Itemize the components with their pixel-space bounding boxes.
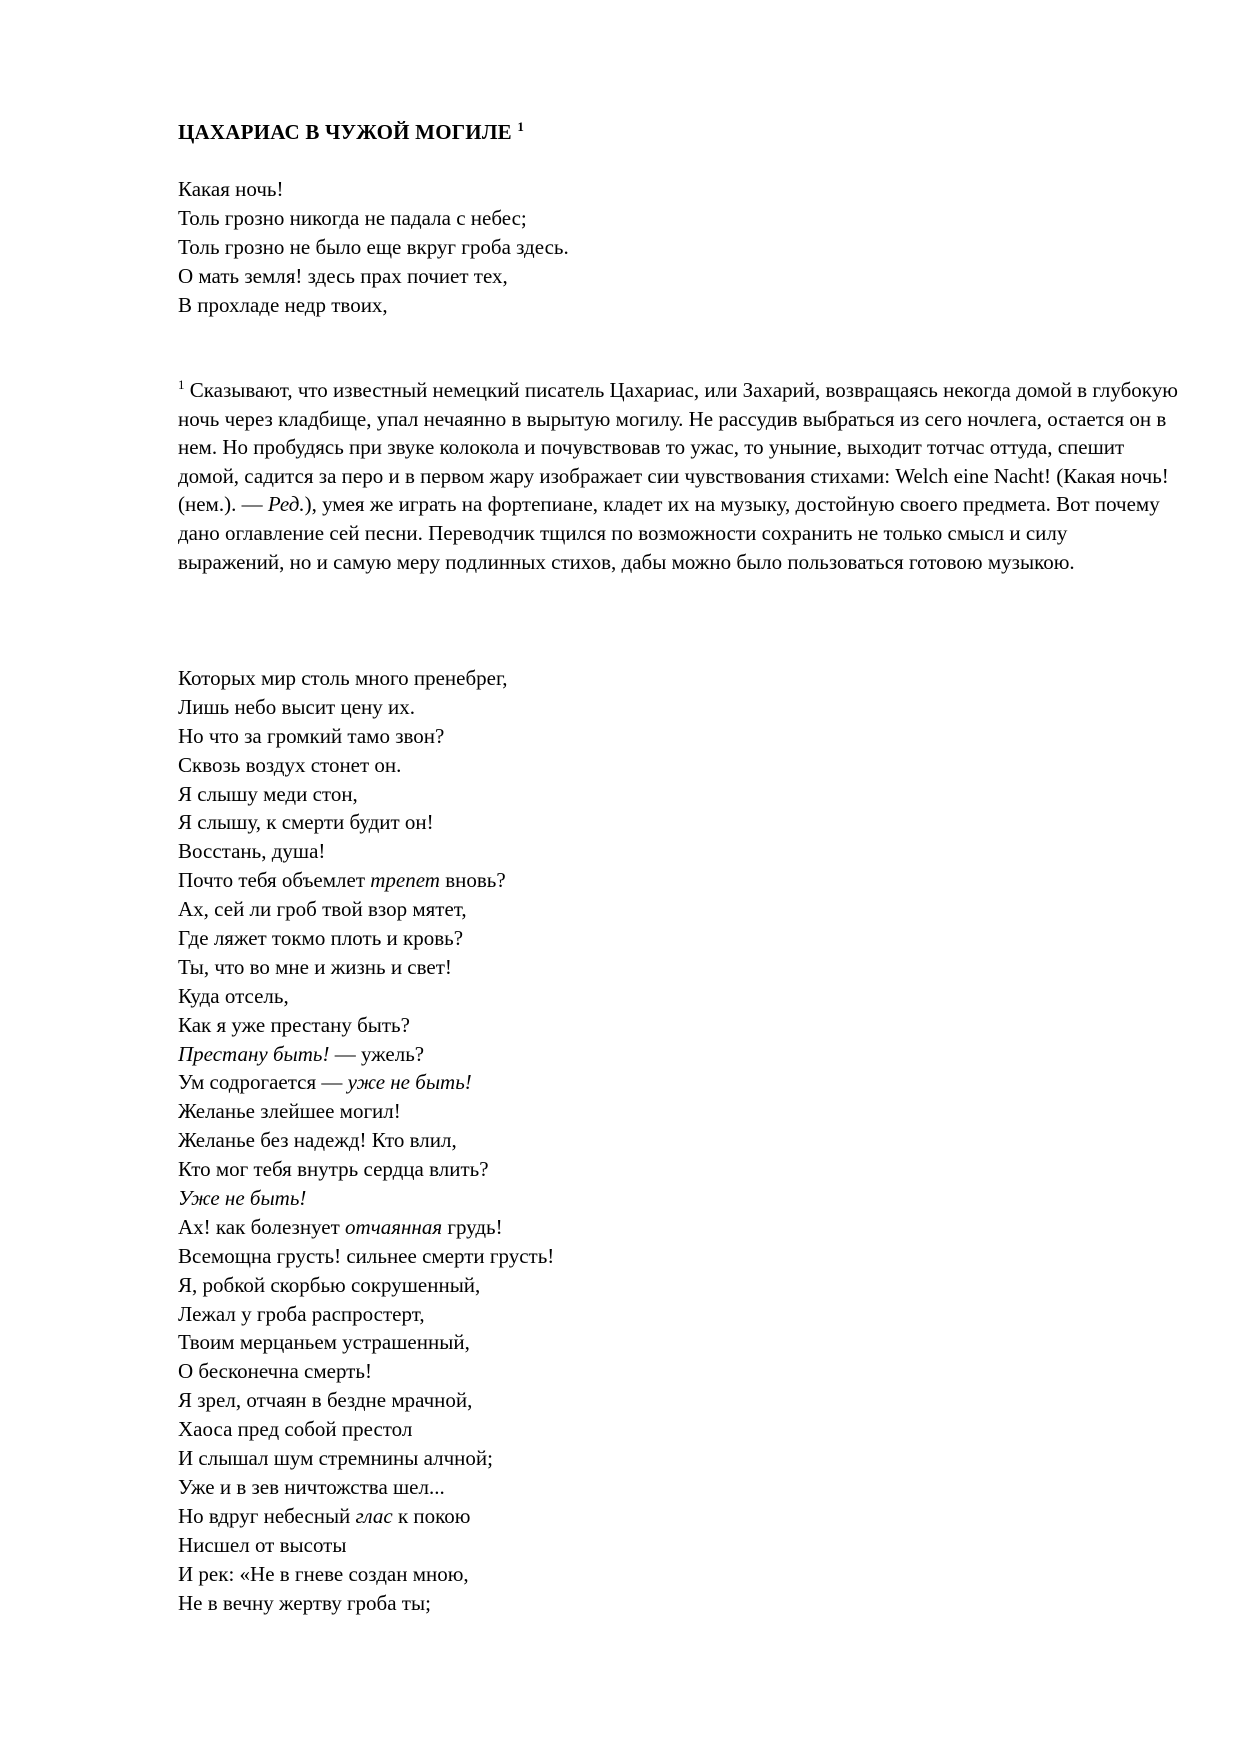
verse-segment: к покою <box>392 1503 471 1528</box>
verse-line: Ты, что во мне и жизнь и свет! <box>178 954 452 979</box>
stanza-opening <box>178 175 569 319</box>
verse-line: Желанье злейшее могил! <box>178 1099 401 1124</box>
verse-line: О мать земля! здесь прах почиет тех, <box>178 263 508 288</box>
verse-segment: грудь! <box>442 1214 503 1239</box>
verse-line: Ах, сей ли гроб твой взор мятет, <box>178 897 467 922</box>
footnote <box>178 376 1178 576</box>
verse-line: В прохладе недр твоих, <box>178 292 388 317</box>
verse-italic-segment: уже не быть! <box>347 1070 472 1095</box>
verse-segment: Ах! как болезнует <box>178 1214 346 1239</box>
poem-title <box>178 118 524 146</box>
verse-line: Какая ночь! <box>178 177 284 201</box>
verse-line: Желанье без надежд! Кто влил, <box>178 1128 457 1153</box>
verse-line: Я зрел, отчаян в бездне мрачной, <box>178 1388 473 1413</box>
verse-segment: Ум содрогается — <box>178 1070 348 1095</box>
verse-line: Я, робкой скорбью сокрушенный, <box>178 1272 481 1297</box>
verse-italic-segment: глас <box>355 1503 393 1528</box>
verse-italic-segment: трепет <box>370 868 440 893</box>
verse-line <box>178 1502 554 1531</box>
verse-italic-segment: отчаянная <box>345 1214 443 1239</box>
verse-segment: Но вдруг небесный <box>178 1503 356 1528</box>
footnote-text-part2: ), умея же играть на фортепиане, кладет их на музыку, достойную своего предмета. Вот почему дано оглавление сей песни. Переводчик тщился по возможности сохранить не только смысл и силу выражений, но и самую меру подлинных стихов, дабы можно было пользоваться готовою музыкою. <box>178 492 1160 574</box>
verse-italic-segment: Престану быть! <box>178 1041 330 1066</box>
verse-line: Всемощна грусть! сильнее смерти грусть! <box>178 1243 555 1268</box>
verse-line: Восстань, душа! <box>178 839 326 864</box>
verse-segment: Почто тебя объемлет <box>178 868 371 893</box>
verse-segment: — ужель? <box>329 1041 425 1066</box>
stanza-main <box>178 664 554 1617</box>
verse-line: И слышал шум стремнины алчной; <box>178 1446 493 1471</box>
verse-line: Лежал у гроба распростерт, <box>178 1301 425 1326</box>
verse-line: Куда отсель, <box>178 983 289 1008</box>
footnote-mark: 1 <box>178 377 185 392</box>
verse-italic-segment: Уже не быть! <box>178 1186 307 1211</box>
poem-title-text: ЦАХАРИАС В ЧУЖОЙ МОГИЛЕ <box>178 120 512 144</box>
footnote-editor-abbrev: Ред. <box>267 492 305 517</box>
verse-line: Как я уже престану быть? <box>178 1012 410 1037</box>
verse-line: Лишь небо высит цену их. <box>178 694 416 719</box>
verse-line: Не в вечну жертву гроба ты; <box>178 1590 431 1615</box>
footnote-text-part1: Сказывают, что известный немецкий писатель Цахариас, или Захарий, возвращаясь некогда домой в глубокую ночь через кладбище, упал нечаянно в вырытую могилу. Не рассудив выбраться из сего ночлега, остается он в нем. Но пробудясь при звуке колокола и почувствовав то ужас, то уныние, выходит тотчас оттуда, спешит домой, садится за перо и в первом жару изображает сии чувствования стихами: Welch eine Nacht! (Какая ночь! (нем.). — <box>178 378 1178 517</box>
verse-line: Но что за громкий тамо звон? <box>178 723 445 748</box>
verse-line: Сквозь воздух стонет он. <box>178 752 402 777</box>
verse-line: Толь грозно никогда не падала с небес; <box>178 205 527 230</box>
verse-line <box>178 1068 554 1097</box>
verse-line <box>178 1184 554 1213</box>
verse-line: Твоим мерцаньем устрашенный, <box>178 1330 470 1355</box>
verse-line <box>178 866 554 895</box>
footnote-reference: 1 <box>517 119 525 134</box>
verse-line: Хаоса пред собой престол <box>178 1417 413 1442</box>
verse-line: И рек: «Не в гневе создан мною, <box>178 1561 469 1586</box>
verse-line: Где ляжет токмо плоть и кровь? <box>178 926 464 951</box>
verse-line: Я слышу, к смерти будит он! <box>178 810 434 835</box>
verse-line: Которых мир столь много пренебрег, <box>178 666 508 690</box>
verse-line: Кто мог тебя внутрь сердца влить? <box>178 1157 489 1182</box>
verse-segment: вновь? <box>439 868 506 893</box>
verse-line: Уже и в зев ничтожства шел... <box>178 1474 445 1499</box>
verse-line: Толь грозно не было еще вкруг гроба здесь. <box>178 234 569 259</box>
verse-line: О бесконечна смерть! <box>178 1359 372 1384</box>
verse-line <box>178 1213 554 1242</box>
verse-line <box>178 1040 554 1069</box>
verse-line: Нисшел от высоты <box>178 1532 347 1557</box>
verse-line: Я слышу меди стон, <box>178 781 358 806</box>
